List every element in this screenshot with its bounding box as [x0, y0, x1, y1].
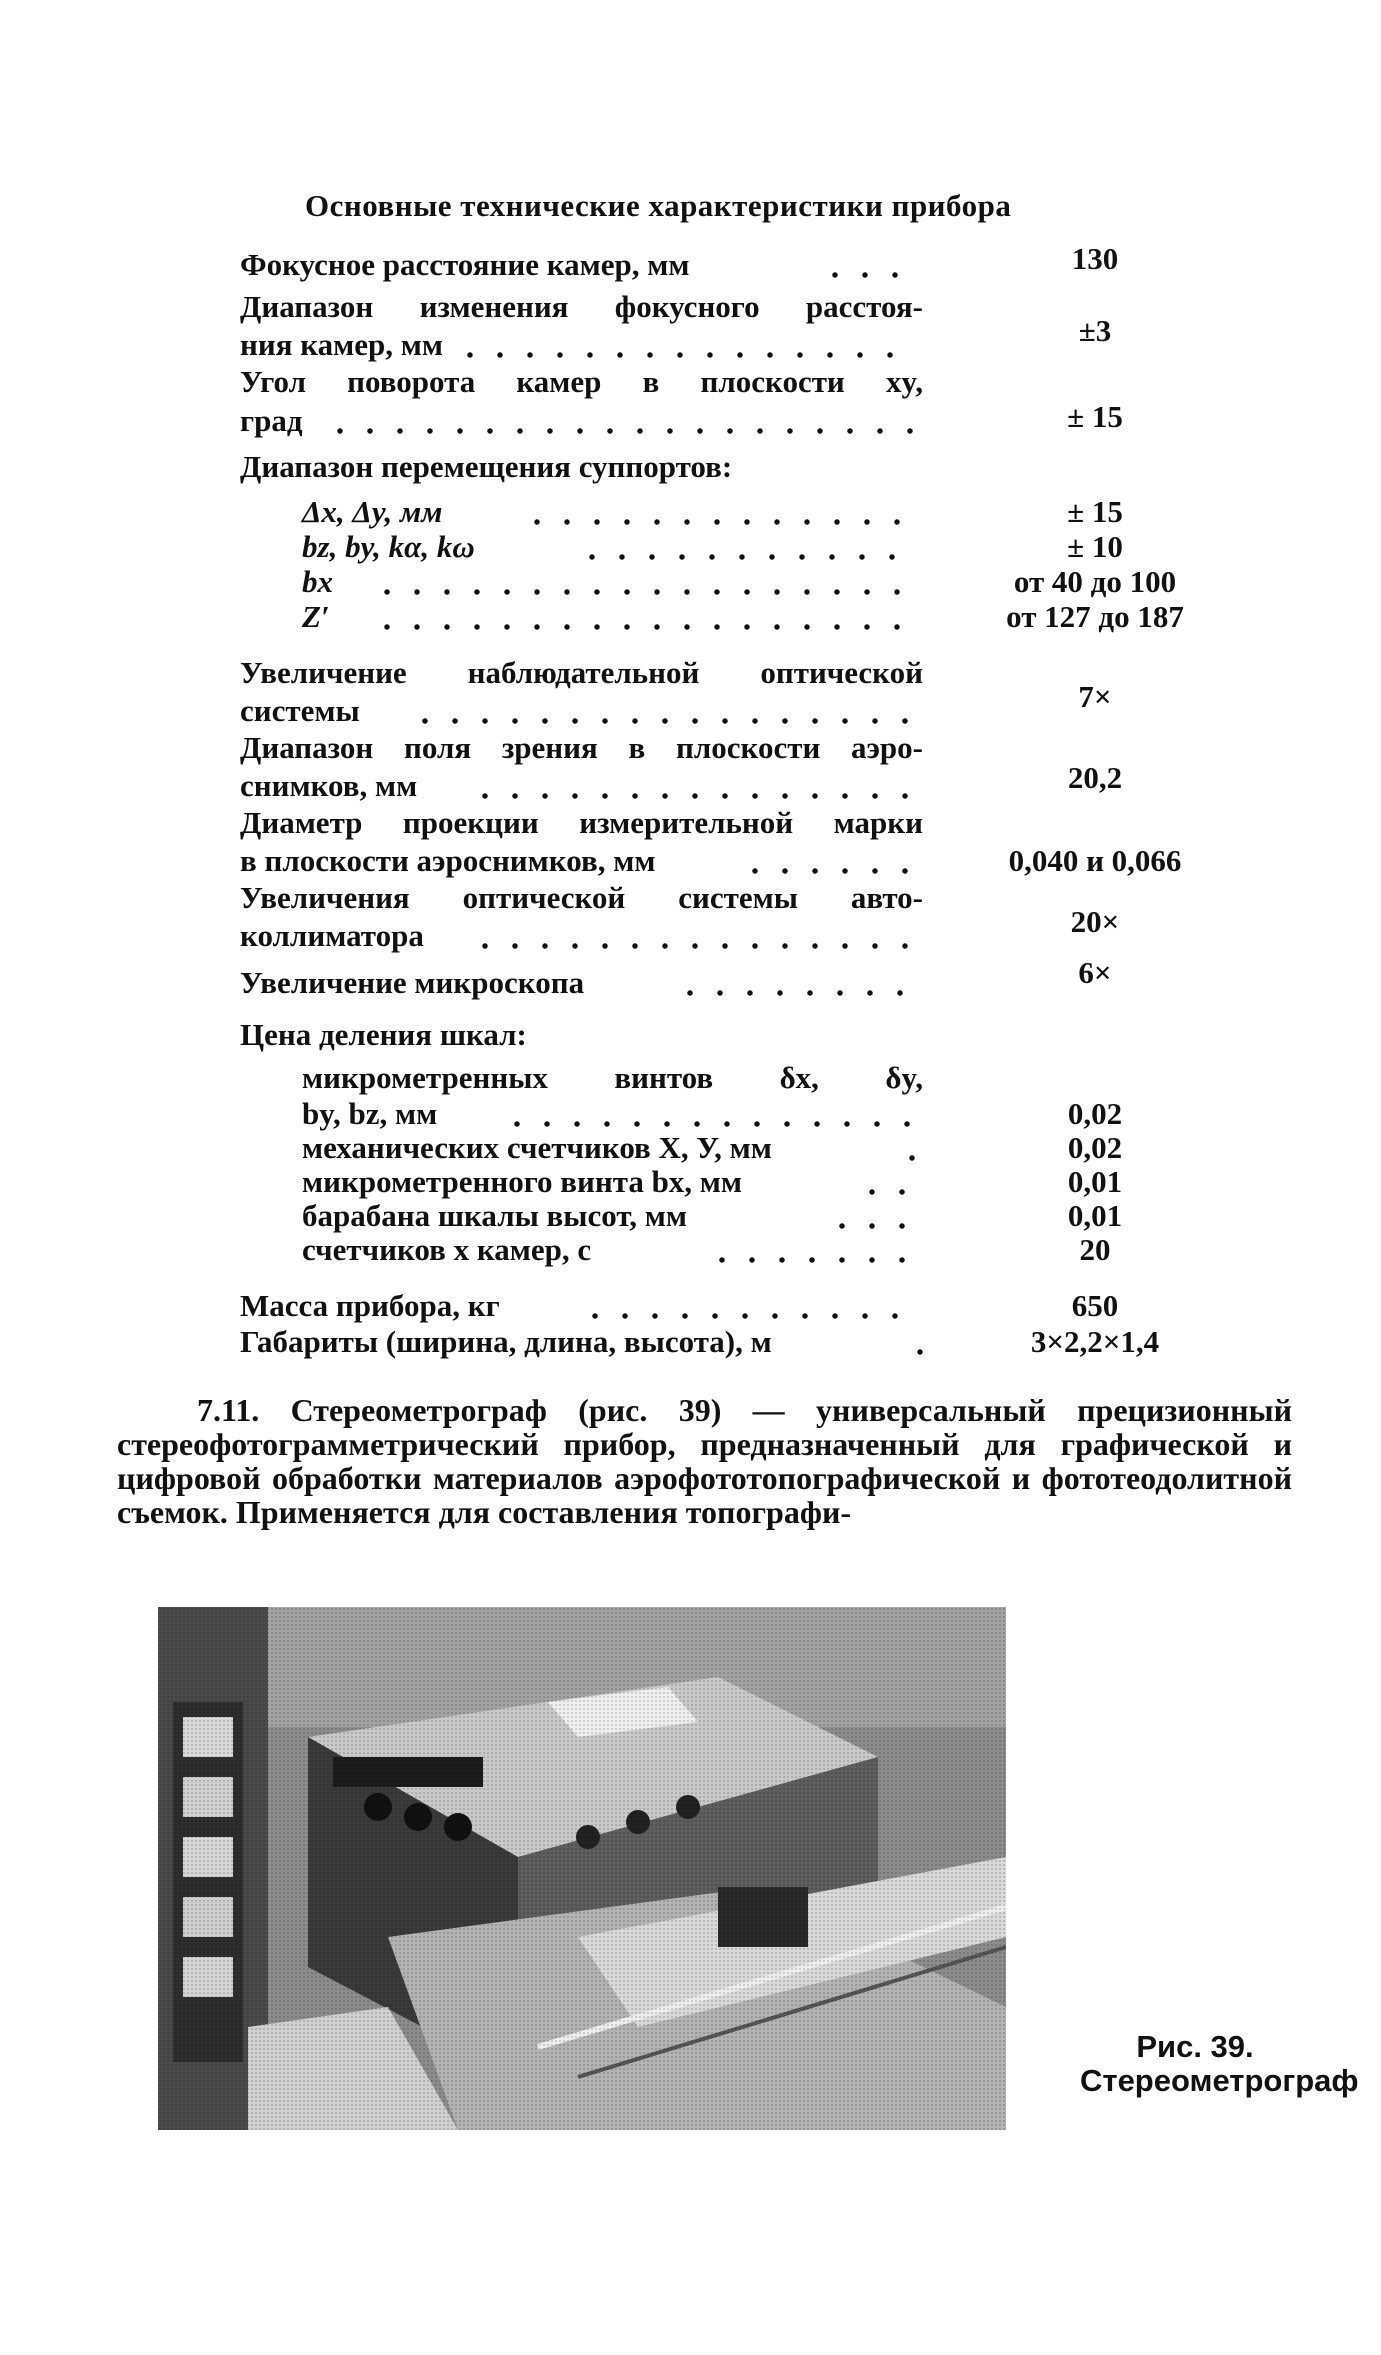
support-row-dxdy [302, 495, 1205, 528]
support-row-bx [302, 565, 1205, 598]
spec-value: 0,040 и 0,066 [1008, 843, 1182, 878]
spec-value: ± 15 [1067, 494, 1123, 529]
supports-heading: Диапазон перемещения суппортов: [240, 449, 733, 484]
spec-label: Увеличение микроскопа [240, 965, 585, 1000]
leader-dots [827, 1199, 917, 1232]
leader-dots [857, 1165, 917, 1198]
scale-row-micrometer [302, 1097, 1205, 1130]
leader-dots [675, 966, 915, 999]
optics-row-field-line1 [240, 731, 1205, 764]
table-title: Основные технические характеристики прибора [305, 188, 1012, 223]
scale-row-micrometer-screw [302, 1165, 1205, 1198]
spec-label: Угол поворота камер в плоскости xy, [240, 364, 923, 399]
scales-heading: Цена деления шкал: [240, 1017, 527, 1052]
leader-dots [580, 1289, 915, 1322]
spec-value: 20 [1079, 1232, 1111, 1267]
leader-dots [372, 565, 917, 598]
optics-row-magnification [240, 679, 1205, 728]
spec-row-rotation-line1 [240, 365, 1205, 398]
leader-dots [470, 769, 915, 802]
spec-label: системы [240, 693, 360, 728]
scale-row-mech-counters [302, 1131, 1205, 1164]
spec-label: Фокусное расстояние камер, мм [240, 247, 690, 282]
spec-label: Диапазон изменения фокусного расстоя- [240, 289, 923, 324]
spec-label: снимков, мм [240, 768, 418, 803]
spec-label: Габариты (ширина, длина, высота), м [240, 1324, 772, 1359]
support-row-bz [302, 530, 1205, 563]
spec-value: 20× [1070, 904, 1120, 939]
spec-label: град [240, 403, 303, 438]
spec-label: микрометренных винтов δx, δy, [302, 1060, 923, 1095]
optics-row-field [240, 760, 1205, 803]
leader-dots [577, 530, 917, 563]
body-paragraph: 7.11. Стереометрограф (рис. 39) — универсальный прецизионный стереофотограмметрический прибор, предназначенный для графической и цифровой обработки материалов аэрофототопографической и фототеодолитной съемок. Применяется для составления топографи- [117, 1392, 1292, 1530]
spec-label: Диапазон поля зрения в плоскости аэро- [240, 730, 923, 765]
leader-dots [455, 328, 915, 361]
spec-row-rotation [240, 399, 1205, 438]
photo-illustration [158, 1607, 1006, 2130]
spec-value: 130 [1071, 241, 1119, 276]
leader-dots [470, 919, 915, 952]
spec-label: bz, by, kα, kω [302, 529, 475, 564]
leader-dots [410, 694, 915, 727]
spec-row-focal [240, 241, 1205, 282]
spec-label: Увеличения оптической системы авто- [240, 880, 923, 915]
scale-row-height-drum [302, 1199, 1205, 1232]
leader-dots [325, 404, 915, 437]
leader-dots [372, 600, 917, 633]
spec-value: от 127 до 187 [1006, 599, 1184, 634]
spec-value: 6× [1078, 955, 1112, 990]
leader-dots [707, 1233, 917, 1266]
spec-value: 7× [1078, 679, 1112, 714]
spec-row-focal-range [240, 313, 1205, 362]
spec-label: Z′ [302, 599, 330, 634]
optics-row-mark-line1 [240, 806, 1205, 839]
leader-dots [522, 495, 917, 528]
spec-label: Увеличение наблюдательной оптической [240, 655, 923, 690]
spec-value: 650 [1071, 1288, 1119, 1323]
spec-label: счетчиков x камер, с [302, 1232, 592, 1267]
figure-caption: Рис. 39. Стереометрограф [1080, 2029, 1359, 2098]
spec-label: Масса прибора, кг [240, 1288, 500, 1323]
optics-row-microscope [240, 955, 1205, 1000]
optics-row-mark [240, 844, 1205, 877]
spec-value: 0,01 [1067, 1198, 1123, 1233]
spec-value: ±3 [1078, 313, 1112, 348]
leader-dots [502, 1097, 917, 1130]
spec-value: от 40 до 100 [1013, 564, 1177, 599]
spec-label: микрометренного винта bx, мм [302, 1164, 743, 1199]
support-row-z [302, 600, 1205, 633]
leader-dots [905, 1325, 925, 1358]
spec-label: Диаметр проекции измерительной марки [240, 805, 923, 840]
spec-label: bx [302, 564, 333, 599]
spec-row-dimensions [240, 1325, 1205, 1358]
spec-value: ± 15 [1067, 399, 1123, 434]
spec-value: ± 10 [1067, 529, 1123, 564]
spec-value: 3×2,2×1,4 [1030, 1324, 1160, 1359]
scale-row-micrometer-line1 [302, 1061, 1205, 1094]
stereometrograph-photo [158, 1607, 1006, 2130]
spec-value: 20,2 [1067, 760, 1123, 795]
leader-dots [820, 248, 915, 281]
spec-label: коллиматора [240, 918, 424, 953]
leader-dots [897, 1131, 922, 1164]
spec-label: by, bz, мм [302, 1096, 438, 1131]
leader-dots [740, 844, 915, 877]
spec-label: Δx, Δy, мм [302, 494, 443, 529]
spec-label: механических счетчиков X, У, мм [302, 1130, 772, 1165]
spec-row-mass [240, 1289, 1205, 1322]
spec-label: в плоскости аэроснимков, мм [240, 843, 656, 878]
spec-value: 0,01 [1067, 1164, 1123, 1199]
scale-row-camera-counters [302, 1233, 1205, 1266]
spec-label: барабана шкалы высот, мм [302, 1198, 687, 1233]
spec-label: ния камер, мм [240, 327, 443, 362]
spec-value: 0,02 [1067, 1130, 1123, 1165]
spec-value: 0,02 [1067, 1096, 1123, 1131]
optics-row-autocollimator [240, 904, 1205, 953]
